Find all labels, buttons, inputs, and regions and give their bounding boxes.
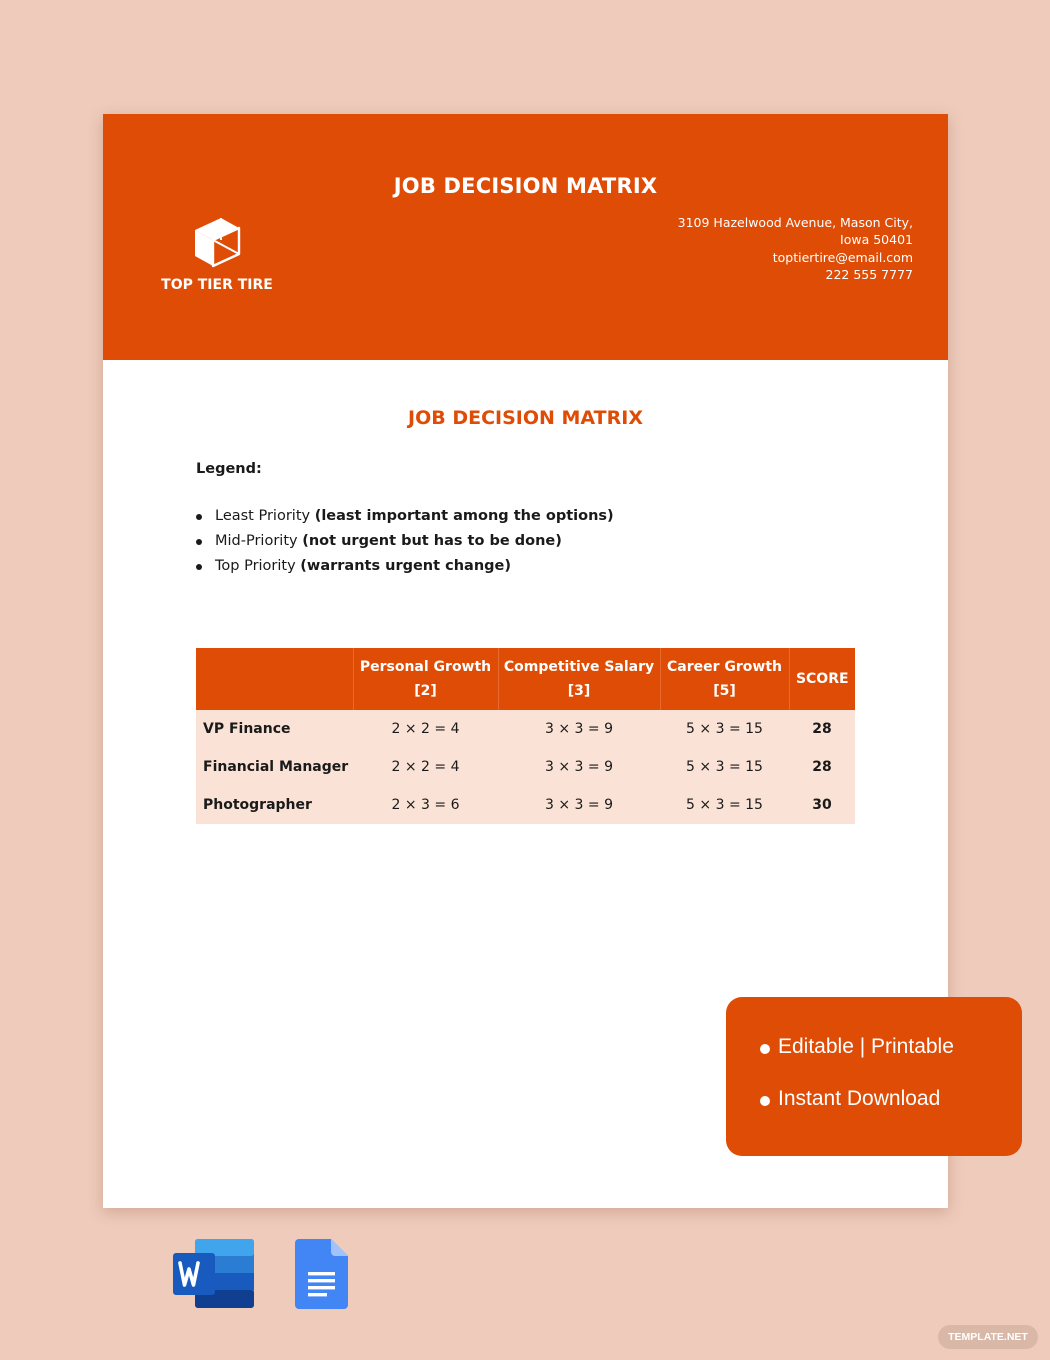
bullet-icon bbox=[760, 1044, 770, 1054]
career-growth-cell: 5 × 3 = 15 bbox=[660, 748, 789, 786]
table-row bbox=[196, 748, 855, 786]
column-header-name: Personal Growth bbox=[359, 659, 492, 675]
document-header bbox=[103, 114, 948, 360]
competitive-salary-cell: 3 × 3 = 9 bbox=[498, 710, 660, 748]
company-name: TOP TIER TIRE bbox=[161, 277, 273, 293]
column-header-personal-growth bbox=[353, 648, 498, 710]
competitive-salary-cell: 3 × 3 = 9 bbox=[498, 786, 660, 824]
company-address bbox=[593, 214, 913, 283]
legend-label: Least Priority bbox=[215, 508, 311, 524]
score-cell: 30 bbox=[789, 786, 855, 824]
personal-growth-cell: 2 × 3 = 6 bbox=[353, 786, 498, 824]
cube-logo-icon bbox=[191, 210, 243, 268]
header-title: JOB DECISION MATRIX bbox=[393, 174, 658, 198]
document-title: JOB DECISION MATRIX bbox=[408, 407, 643, 429]
column-header-name: Career Growth bbox=[666, 659, 782, 675]
personal-growth-cell: 2 × 2 = 4 bbox=[353, 748, 498, 786]
legend-heading: Legend: bbox=[196, 461, 262, 477]
feature-item bbox=[760, 1087, 940, 1111]
competitive-salary-cell: 3 × 3 = 9 bbox=[498, 748, 660, 786]
feature-label: Editable | Printable bbox=[778, 1035, 954, 1058]
company-phone: 222 555 7777 bbox=[825, 266, 913, 282]
column-header-name: Competitive Salary bbox=[503, 659, 655, 675]
column-header-weight: [3] bbox=[567, 683, 591, 699]
job-name-cell: Financial Manager bbox=[196, 748, 353, 786]
column-header-weight: [5] bbox=[713, 683, 736, 699]
legend-item bbox=[196, 504, 614, 529]
legend-note: (not urgent but has to be done) bbox=[302, 533, 562, 549]
company-email: toptiertire@email.com bbox=[772, 249, 913, 265]
bullet-icon bbox=[196, 539, 202, 545]
legend-label: Mid-Priority bbox=[215, 533, 298, 549]
column-header-score: SCORE bbox=[789, 648, 855, 710]
job-name-cell: Photographer bbox=[196, 786, 353, 824]
legend-list bbox=[196, 504, 614, 579]
legend-note: (warrants urgent change) bbox=[300, 558, 511, 574]
score-cell: 28 bbox=[789, 748, 855, 786]
decision-matrix-table bbox=[196, 648, 855, 824]
microsoft-word-icon[interactable] bbox=[173, 1239, 254, 1308]
column-header-career-growth bbox=[660, 648, 789, 710]
table-header-row bbox=[196, 648, 855, 710]
personal-growth-cell: 2 × 2 = 4 bbox=[353, 710, 498, 748]
legend-item bbox=[196, 529, 614, 554]
table-row bbox=[196, 710, 855, 748]
legend-label: Top Priority bbox=[215, 558, 296, 574]
table-row bbox=[196, 786, 855, 824]
google-docs-icon[interactable] bbox=[295, 1239, 348, 1309]
legend-note: (least important among the options) bbox=[314, 508, 614, 524]
job-name-cell: VP Finance bbox=[196, 710, 353, 748]
address-line-1: 3109 Hazelwood Avenue, Mason City, bbox=[677, 215, 913, 230]
bullet-icon bbox=[760, 1096, 770, 1106]
career-growth-cell: 5 × 3 = 15 bbox=[660, 710, 789, 748]
features-badge bbox=[726, 997, 1022, 1156]
score-cell: 28 bbox=[789, 710, 855, 748]
legend-item bbox=[196, 554, 614, 579]
column-header-competitive-salary bbox=[498, 648, 660, 710]
feature-item bbox=[760, 1035, 954, 1059]
column-header-weight: [2] bbox=[414, 683, 437, 699]
column-header-job bbox=[196, 648, 353, 710]
feature-label: Instant Download bbox=[778, 1087, 941, 1110]
bullet-icon bbox=[196, 564, 202, 570]
address-line-2: Iowa 50401 bbox=[840, 232, 913, 248]
watermark: TEMPLATE.NET bbox=[938, 1325, 1038, 1349]
bullet-icon bbox=[196, 514, 202, 520]
career-growth-cell: 5 × 3 = 15 bbox=[660, 786, 789, 824]
